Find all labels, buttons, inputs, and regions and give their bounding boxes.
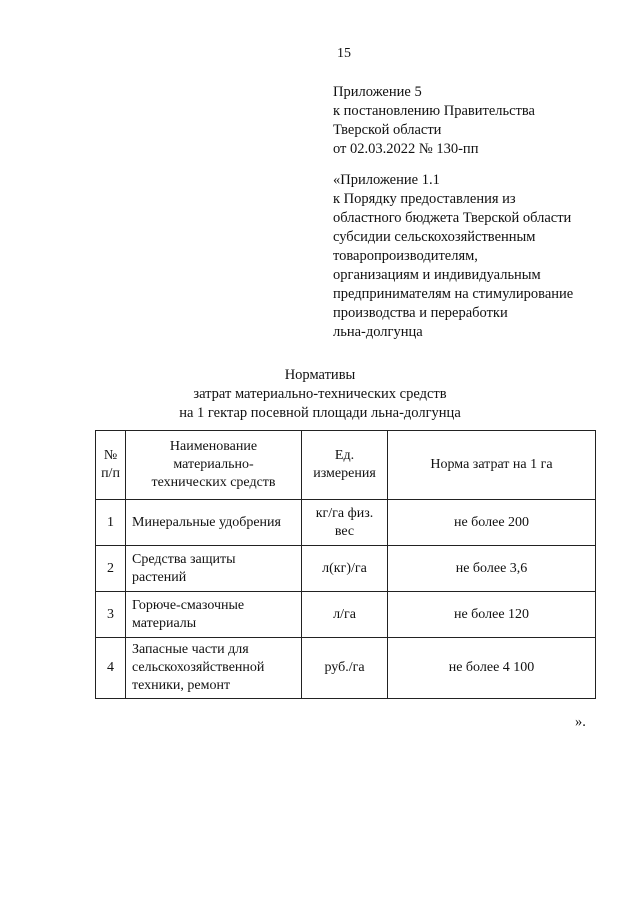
- header-number-line: п/п: [101, 466, 120, 481]
- row-name: [126, 546, 302, 592]
- row-unit: [302, 592, 388, 638]
- row-number: 4: [96, 638, 126, 699]
- row-name: [126, 638, 302, 699]
- appendix-1-1-line: областного бюджета Тверской области: [333, 210, 572, 226]
- title-line: на 1 гектар посевной площади льна-долгунца: [179, 405, 461, 421]
- header-name: [126, 431, 302, 500]
- page-number: 15: [337, 46, 351, 61]
- header-number-line: №: [103, 448, 118, 463]
- row-norm: не более 120: [388, 592, 596, 638]
- row-unit: [302, 500, 388, 546]
- row-unit-line: л(кг)/га: [322, 560, 367, 576]
- appendix-1-1-line: субсидии сельскохозяйственным: [333, 229, 536, 245]
- document-title: [0, 366, 640, 423]
- closing-quote: ».: [575, 714, 586, 730]
- table-row: [96, 546, 596, 592]
- table-row: [96, 592, 596, 638]
- appendix-1-1-line: производства и переработки: [333, 305, 508, 321]
- header-name-line: Наименование: [169, 439, 258, 454]
- appendix-1-1-line: «Приложение 1.1: [333, 172, 440, 188]
- row-name-line: Запасные части для: [132, 642, 249, 657]
- appendix-5-line: Тверской области: [333, 122, 442, 138]
- row-name-line: растений: [132, 569, 187, 585]
- title-line: Нормативы: [284, 367, 356, 383]
- row-unit-line: вес: [334, 523, 355, 539]
- row-unit-line: руб./га: [324, 660, 365, 675]
- header-name-line: материально-: [173, 457, 254, 472]
- row-unit-line: кг/га физ.: [315, 505, 374, 521]
- row-number: 3: [96, 592, 126, 638]
- appendix-1-1-header: [333, 171, 573, 342]
- row-name-line: Горюче-смазочные: [132, 597, 245, 613]
- appendix-5-line: к постановлению Правительства: [333, 103, 535, 119]
- row-unit: [302, 638, 388, 699]
- row-norm: не более 3,6: [388, 546, 596, 592]
- row-name-line: сельскохозяйственной: [132, 660, 265, 675]
- header-number: [96, 431, 126, 500]
- row-number: 2: [96, 546, 126, 592]
- header-unit-line: Ед.: [334, 448, 355, 463]
- appendix-5-line: Приложение 5: [333, 84, 422, 100]
- row-name: [126, 500, 302, 546]
- row-norm: не более 4 100: [388, 638, 596, 699]
- row-number: 1: [96, 500, 126, 546]
- appendix-1-1-line: предпринимателям на стимулирование: [333, 286, 574, 302]
- appendix-1-1-line: товаропроизводителям,: [333, 248, 478, 264]
- appendix-1-1-line: организациям и индивидуальным: [333, 267, 541, 283]
- table-header-row: [96, 431, 596, 500]
- row-name: [126, 592, 302, 638]
- row-name-line: Минеральные удобрения: [132, 514, 281, 530]
- appendix-1-1-line: к Порядку предоставления из: [333, 191, 516, 207]
- row-unit-line: л/га: [333, 606, 356, 622]
- row-unit: [302, 546, 388, 592]
- table-row: [96, 500, 596, 546]
- row-name-line: техники, ремонт: [132, 678, 231, 693]
- row-name-line: материалы: [132, 615, 197, 631]
- row-norm: не более 200: [388, 500, 596, 546]
- appendix-5-header: [333, 83, 535, 159]
- table-row: [96, 638, 596, 699]
- appendix-5-line: от 02.03.2022 № 130-пп: [333, 141, 479, 157]
- row-name-line: Средства защиты: [132, 551, 236, 567]
- title-line: затрат материально-технических средств: [193, 386, 447, 402]
- header-norm: Норма затрат на 1 га: [388, 431, 596, 500]
- header-unit: [302, 431, 388, 500]
- header-name-line: технических средств: [151, 475, 276, 490]
- appendix-1-1-line: льна-долгунца: [333, 324, 423, 340]
- header-unit-line: измерения: [313, 466, 376, 481]
- norms-table: [95, 430, 596, 699]
